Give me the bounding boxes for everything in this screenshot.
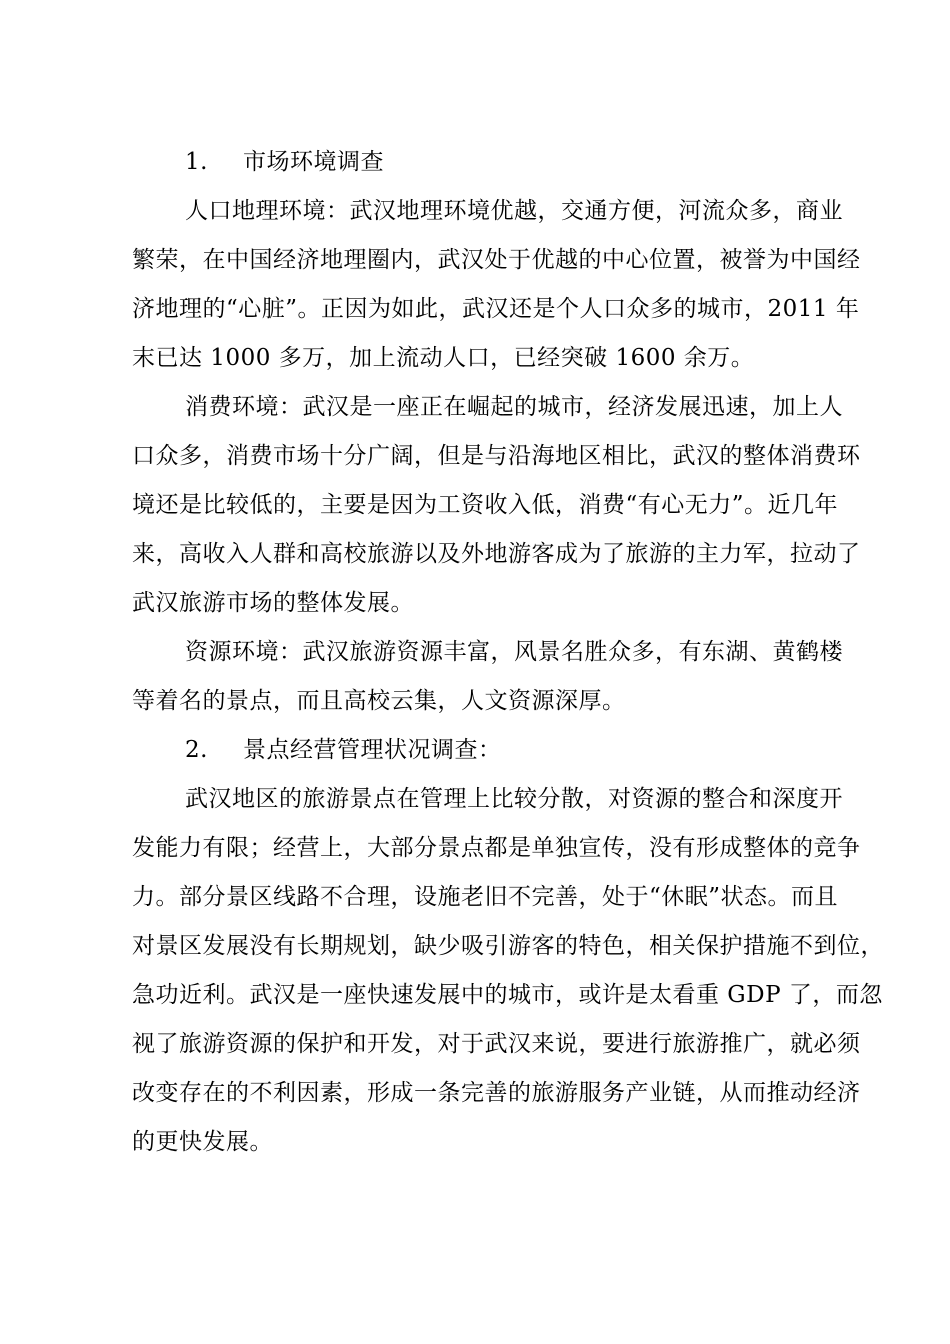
- text-line: 资源环境：武汉旅游资源丰富，风景名胜众多，有东湖、黄鹤楼: [185, 639, 843, 665]
- section-number: 1.: [185, 149, 208, 175]
- text-line: 境还是比较低的，主要是因为工资收入低，消费“有心无力”。近几年: [132, 492, 839, 518]
- text-line: 等着名的景点，而且高校云集，人文资源深厚。: [132, 688, 626, 714]
- text-line: 改变存在的不利因素，形成一条完善的旅游服务产业链，从而推动经济: [132, 1080, 861, 1106]
- text-line: 对景区发展没有长期规划，缺少吸引游客的特色，相关保护措施不到位，: [132, 933, 884, 959]
- text-line: 来，高收入人群和高校旅游以及外地游客成为了旅游的主力军，拉动了: [132, 541, 861, 567]
- text-line: 末已达 1000 多万，加上流动人口，已经突破 1600 余万。: [132, 345, 755, 371]
- paragraph-management: [132, 775, 884, 1167]
- text-line: 繁荣，在中国经济地理圈内，武汉处于优越的中心位置，被誉为中国经: [132, 247, 861, 273]
- text-line: 武汉地区的旅游景点在管理上比较分散，对资源的整合和深度开: [185, 786, 843, 812]
- text-line: 力。部分景区线路不合理，设施老旧不完善，处于“休眠”状态。而且: [132, 884, 839, 910]
- paragraph-population-geography: [132, 187, 861, 383]
- text-line: 口众多，消费市场十分广阔，但是与沿海地区相比，武汉的整体消费环: [132, 443, 861, 469]
- section-heading-2: [132, 726, 832, 775]
- section-heading-1: [132, 138, 832, 187]
- text-line: 的更快发展。: [132, 1129, 273, 1155]
- text-line: 武汉旅游市场的整体发展。: [132, 590, 414, 616]
- paragraph-consumption: [132, 383, 861, 628]
- text-line: 急功近利。武汉是一座快速发展中的城市，或许是太看重 GDP 了，而忽: [132, 982, 883, 1008]
- text-line: 人口地理环境：武汉地理环境优越，交通方便，河流众多，商业: [185, 198, 843, 224]
- text-line: 发能力有限；经营上，大部分景点都是单独宣传，没有形成整体的竞争: [132, 835, 861, 861]
- text-line: 消费环境：武汉是一座正在崛起的城市，经济发展迅速，加上人: [185, 394, 843, 420]
- section-title: 市场环境调查: [243, 149, 384, 175]
- text-line: 济地理的“心脏”。正因为如此，武汉还是个人口众多的城市，2011 年: [132, 296, 860, 322]
- section-number: 2.: [185, 737, 208, 763]
- paragraph-resources: [132, 628, 843, 726]
- document-body: [132, 138, 884, 1167]
- text-line: 视了旅游资源的保护和开发，对于武汉来说，要进行旅游推广，就必须: [132, 1031, 861, 1057]
- section-title: 景点经营管理状况调查：: [243, 737, 502, 763]
